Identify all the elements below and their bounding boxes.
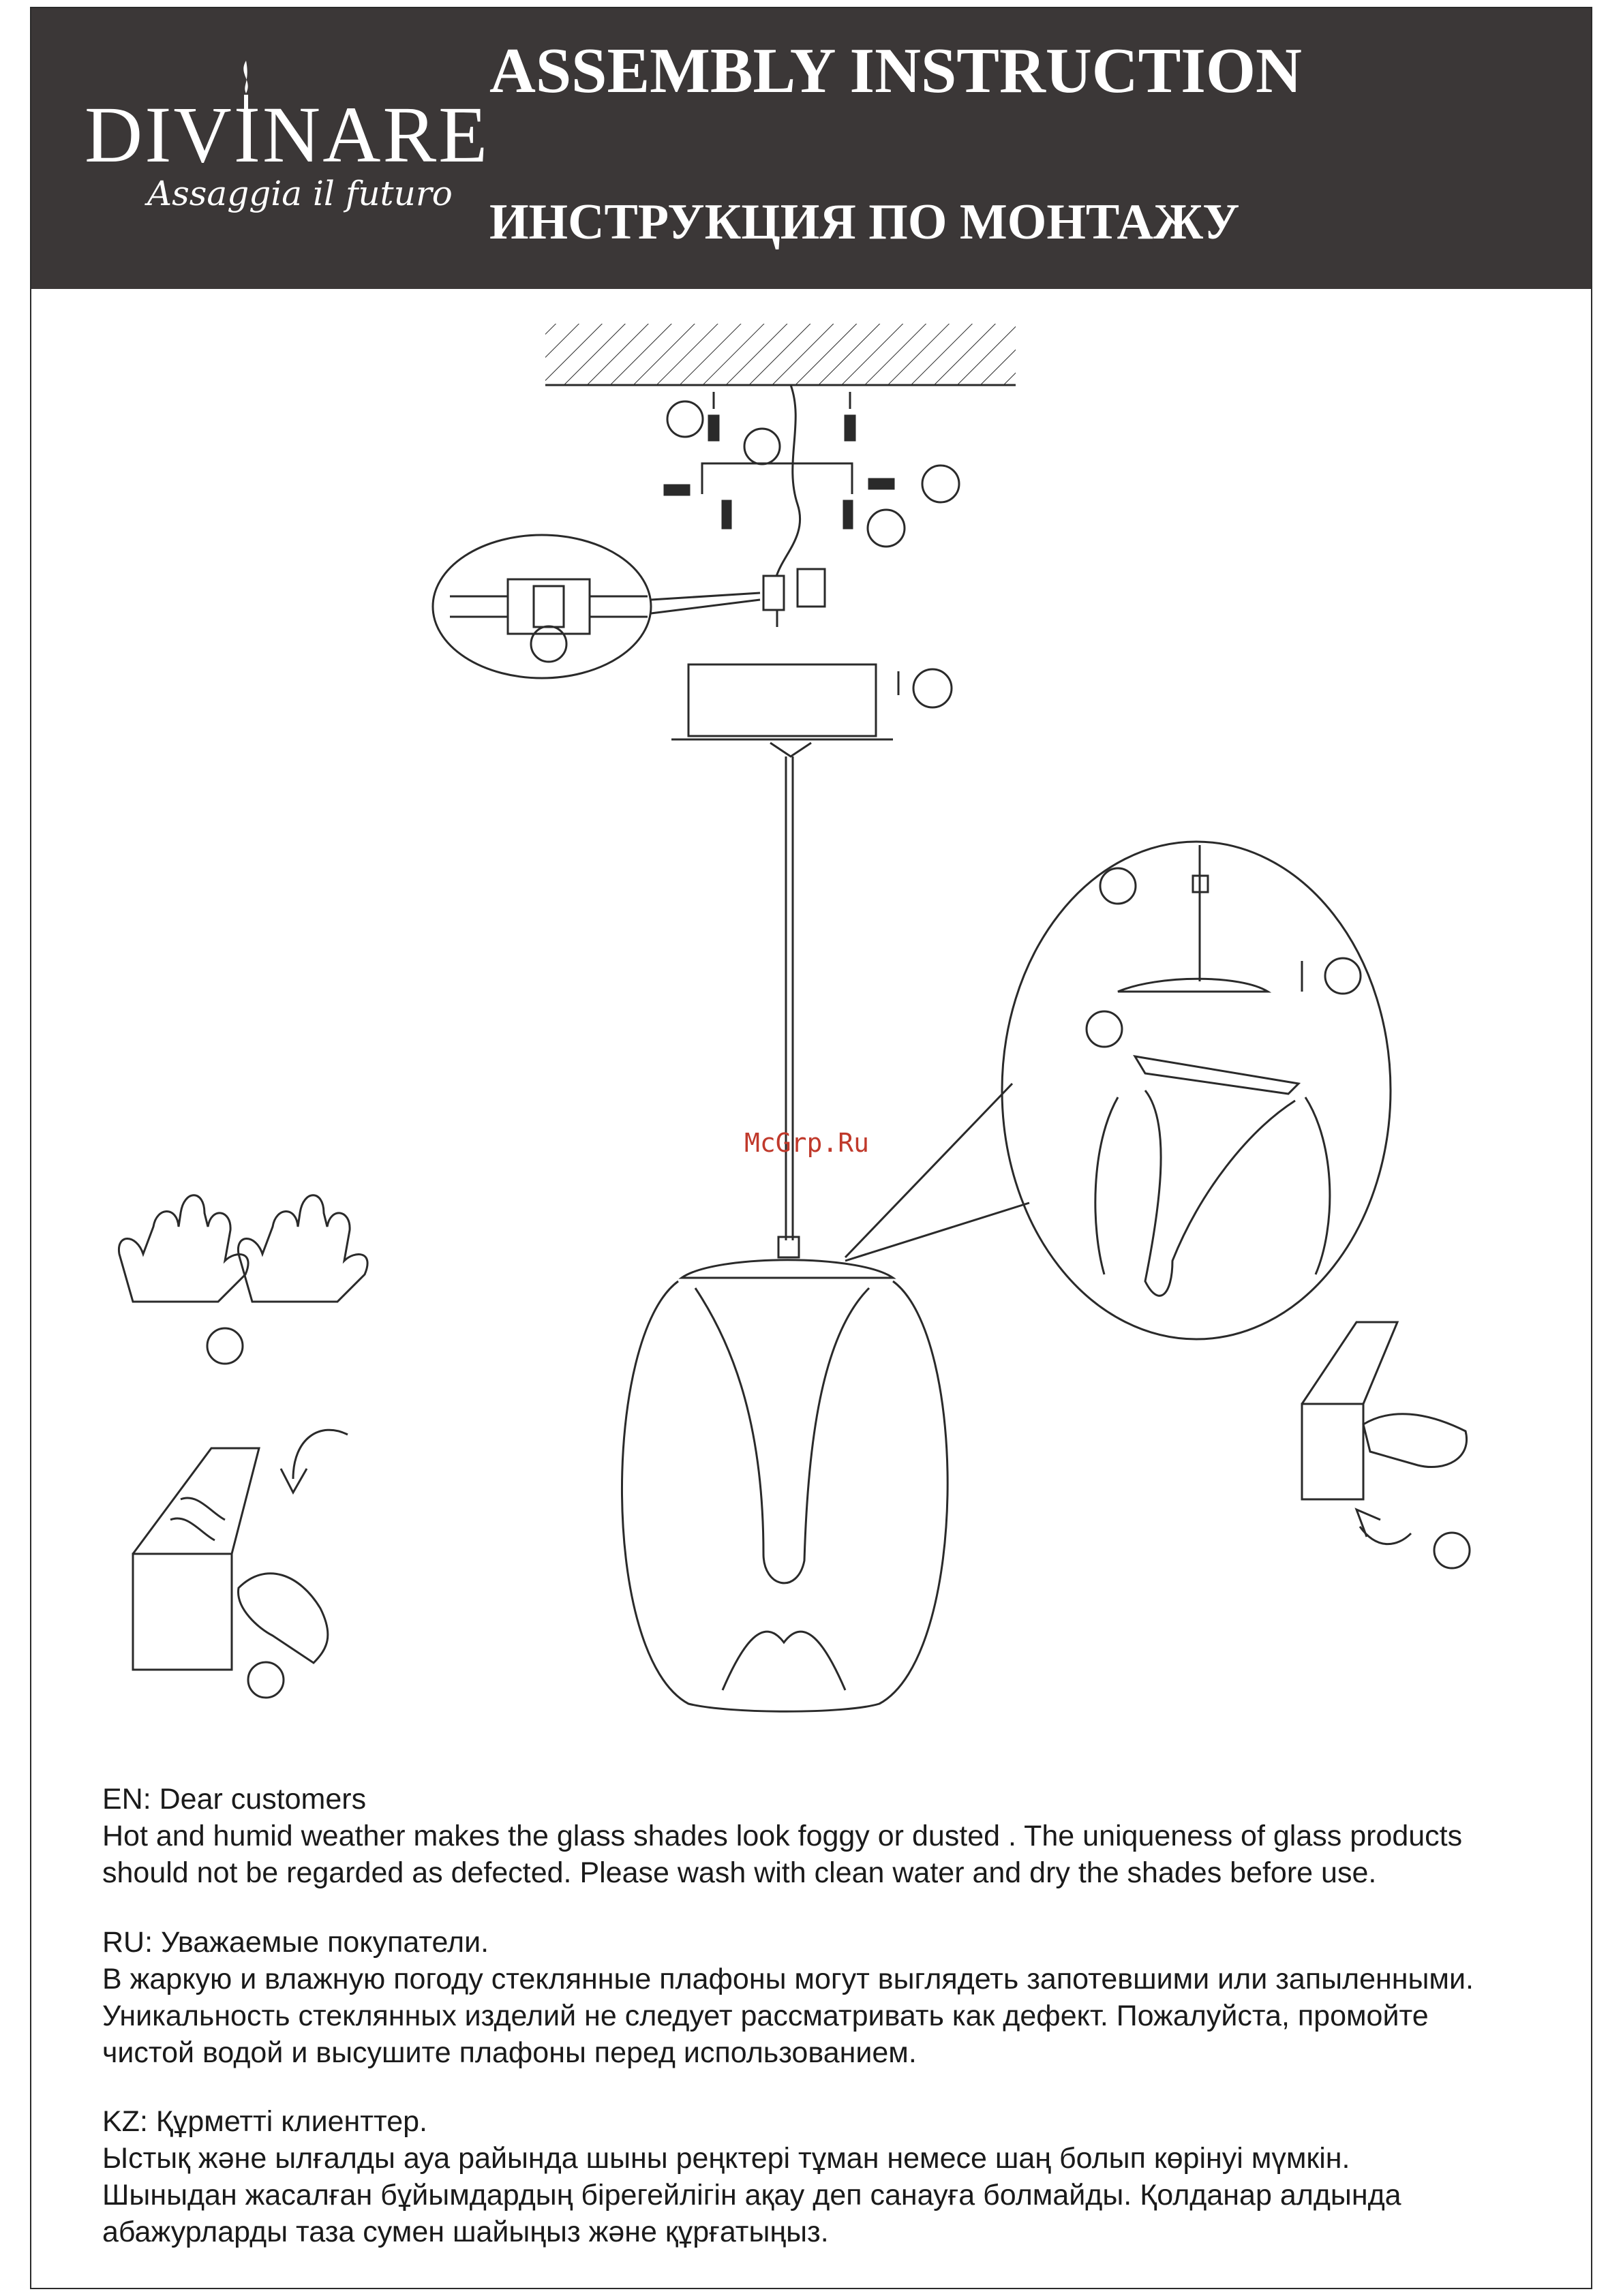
watermark: McGrp.Ru — [744, 1128, 870, 1158]
notice-line: чистой водой и высушите плафоны перед использованием. — [102, 2036, 917, 2069]
notice-kazakh — [102, 2103, 1534, 2250]
notice-line: В жаркую и влажную погоду стеклянные плафоны могут выглядеть запотевшими или запыленными. — [102, 1963, 1474, 1995]
notice-heading: RU: Уважаемые покупатели. — [102, 1926, 489, 1959]
notice-heading: EN: Dear customers — [102, 1783, 367, 1816]
title-russian: ИНСТРУКЦИЯ ПО МОНТАЖУ — [489, 194, 1240, 250]
notice-russian — [102, 1924, 1534, 2071]
brand-tagline: Assaggia il futuro — [147, 174, 453, 213]
header-bar — [31, 8, 1591, 289]
notice-english — [102, 1781, 1534, 1891]
title-english: ASSEMBLY INSTRUCTION — [489, 35, 1302, 106]
notice-line: Уникальность стеклянных изделий не следует рассматривать как дефект. Пожалуйста, промойте — [102, 2000, 1429, 2032]
notice-line: абажурларды таза сумен шайыңыз және құрғатыңыз. — [102, 2216, 829, 2248]
brand-name: DIVINARE — [85, 90, 490, 179]
notice-line: should not be regarded as defected. Please wash with clean water and dry the shades before use. — [102, 1856, 1377, 1889]
notice-line: Hot and humid weather makes the glass shades look foggy or dusted . The uniqueness of glass products — [102, 1820, 1463, 1852]
notice-heading: KZ: Құрметті клиенттер. — [102, 2105, 427, 2138]
ceiling-mount-icon — [545, 324, 1016, 385]
notice-line: Шыныдан жасалған бұйымдардың бірегейлігін ақау деп санауға болмайды. Қолданар алдында — [102, 2179, 1401, 2211]
notice-line: Ыстық және ылғалды ауа райында шыны реңктері тұман немесе шаң болып көрінуі мүмкін. — [102, 2142, 1350, 2175]
brand-logo — [52, 61, 490, 252]
